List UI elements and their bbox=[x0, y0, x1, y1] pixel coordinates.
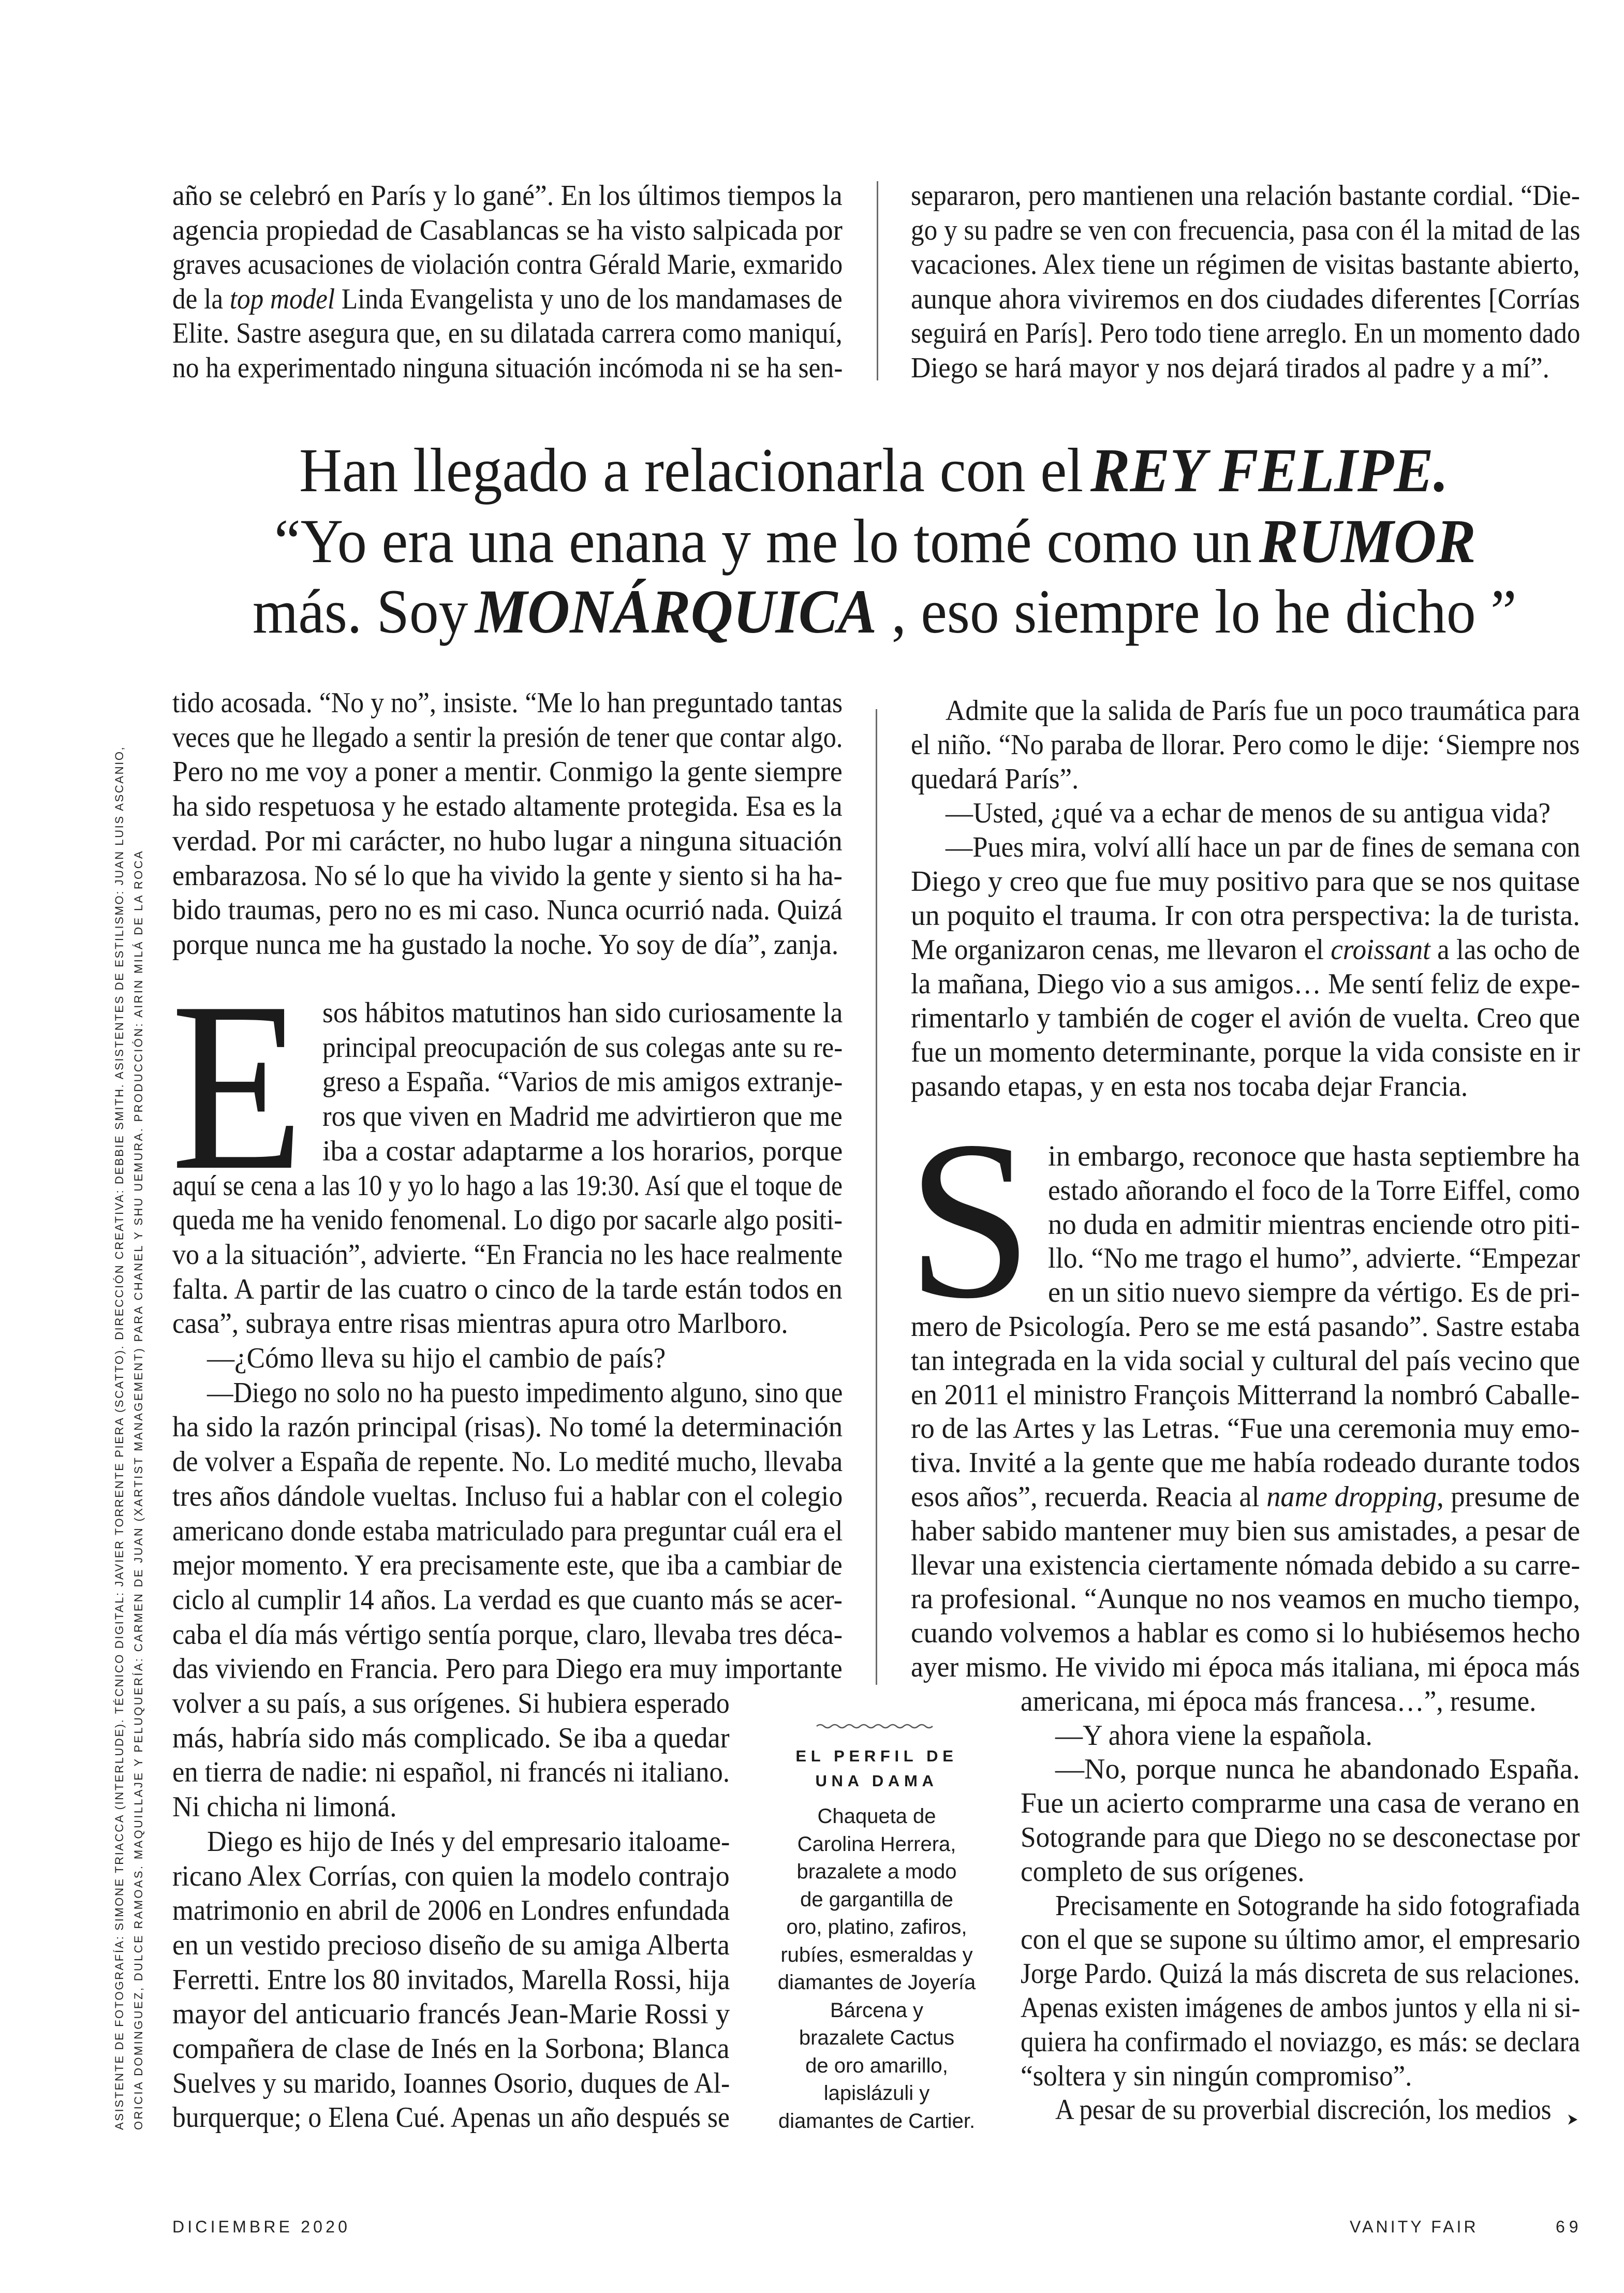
article-line bbox=[1021, 1855, 1580, 1889]
footer-date-wrap bbox=[172, 2218, 350, 2235]
text-run: ro de las Artes y las Letras. “Fue una ceremonia muy emo- bbox=[911, 1413, 1580, 1445]
article-line bbox=[1021, 1922, 1580, 1957]
text-run: —Y ahora viene la española. bbox=[1055, 1719, 1372, 1752]
text-run: llevar una existencia ciertamente nómada debido a su carre- bbox=[911, 1549, 1581, 1581]
article-line bbox=[207, 1825, 730, 1859]
text-run: ayer mismo. He vivido mi época más italiana, mi época más bbox=[911, 1651, 1580, 1683]
drop-cap-e: E bbox=[171, 952, 304, 1221]
text-run: caba el día más vértigo sentía porque, claro, llevaba tres déca- bbox=[172, 1618, 843, 1651]
caption-line: rubíes, esmeraldas y bbox=[780, 1943, 973, 1966]
article-line bbox=[172, 1893, 730, 1928]
article-line bbox=[911, 1650, 1580, 1684]
text-run: Precisamente en Sotogrande ha sido fotografiada bbox=[1055, 1889, 1581, 1922]
article-line bbox=[172, 1790, 730, 1824]
text-run: volver a su país, a sus orígenes. Si hubiera esperado bbox=[172, 1687, 730, 1719]
article-line bbox=[911, 213, 1580, 247]
text-run: veces que he llegado a sentir la presión de tener que contar algo. bbox=[172, 721, 843, 754]
article-line bbox=[911, 1548, 1580, 1582]
article-line bbox=[1048, 1139, 1580, 1173]
article-line bbox=[911, 351, 1580, 385]
text-run: aquí se cena a las 10 y yo lo hago a las 19:30. Así que el toque de bbox=[172, 1169, 843, 1202]
article-line bbox=[172, 1721, 730, 1755]
article-line bbox=[911, 1616, 1580, 1650]
caption-title: UNA DAMA bbox=[815, 1772, 938, 1790]
emphasis-run: RUMOR bbox=[1259, 507, 1476, 576]
footer-magazine-wrap bbox=[1350, 2218, 1479, 2235]
page-number: 69 bbox=[1556, 2217, 1583, 2236]
text-run: tido acosada. “No y no”, insiste. “Me lo han preguntado tantas bbox=[172, 687, 843, 719]
article-line bbox=[911, 728, 1580, 762]
article-line bbox=[172, 859, 843, 893]
article-line bbox=[172, 1238, 843, 1272]
article-line bbox=[1055, 1718, 1580, 1753]
text-run: , eso siempre lo he dicho ” bbox=[877, 577, 1517, 646]
article-line bbox=[172, 1963, 730, 1997]
caption-line: brazalete Cactus bbox=[799, 2026, 955, 2049]
text-run: Diego se hará mayor y nos dejará tirados al padre y a mí”. bbox=[911, 352, 1549, 384]
text-run: verdad. Por mi carácter, no hubo lugar a ninguna situación bbox=[172, 825, 843, 857]
article-line bbox=[172, 282, 843, 316]
article-line bbox=[1048, 1208, 1580, 1242]
text-run: a las ocho de bbox=[1430, 934, 1580, 966]
caption-line: diamantes de Cartier. bbox=[778, 2109, 976, 2133]
article-line bbox=[911, 762, 1580, 796]
text-run: ra profesional. “Aunque no nos veamos en mucho tiempo, bbox=[911, 1583, 1581, 1615]
article-line bbox=[1021, 2059, 1580, 2093]
article-line bbox=[911, 1446, 1580, 1480]
text-run: agencia propiedad de Casablancas se ha visto salpicada por bbox=[172, 214, 843, 246]
text-run: mejor momento. Y era precisamente este, que iba a cambiar de bbox=[172, 1549, 843, 1582]
text-run: ros que viven en Madrid me advirtieron que me bbox=[322, 1100, 843, 1133]
article-line bbox=[1021, 1820, 1580, 1855]
text-run: falta. A partir de las cuatro o cinco de la tarde están todos en bbox=[172, 1273, 843, 1305]
text-run: Ferretti. Entre los 80 invitados, Marella Rossi, hija bbox=[172, 1963, 730, 1996]
text-run: das viviendo en Francia. Pero para Diego era muy importante bbox=[172, 1653, 843, 1685]
article-line bbox=[172, 789, 843, 824]
text-run: tiva. Invité a la gente que me había rodeado durante todos bbox=[911, 1447, 1581, 1479]
article-line bbox=[322, 1134, 843, 1168]
text-run: en un vestido precioso diseño de su amiga Alberta bbox=[172, 1929, 730, 1961]
article-line bbox=[172, 1514, 843, 1548]
text-run: Diego es hijo de Inés y del empresario italoame- bbox=[207, 1825, 730, 1858]
article-line bbox=[172, 1583, 843, 1617]
text-run: aunque ahora viviremos en dos ciudades diferentes [Corrías bbox=[911, 283, 1580, 315]
wavy-rule-icon bbox=[816, 1723, 935, 1730]
text-run: cuando volvemos a hablar es como si lo hubiésemos hecho bbox=[911, 1617, 1581, 1650]
text-run: greso a España. “Varios de mis amigos extranje- bbox=[322, 1066, 843, 1098]
article-line bbox=[172, 1859, 730, 1893]
article-line bbox=[172, 755, 843, 789]
article-line bbox=[172, 247, 843, 282]
article-line bbox=[172, 1548, 843, 1582]
article-line bbox=[911, 933, 1580, 967]
text-run: americano donde estaba matriculado para preguntar cuál era el bbox=[172, 1515, 843, 1547]
caption-title: EL PERFIL DE bbox=[795, 1747, 958, 1765]
italic-run: name dropping bbox=[1266, 1481, 1437, 1513]
text-run: Suelves y su marido, Ioannes Osorio, duques de Al- bbox=[172, 2067, 730, 2099]
column-divider-lower bbox=[876, 709, 877, 1685]
article-line bbox=[172, 1652, 843, 1686]
text-run: ciclo al cumplir 14 años. La verdad es que cuanto más se acer- bbox=[172, 1583, 843, 1616]
text-run: casa”, subraya entre risas mientras apura otro Marlboro. bbox=[172, 1307, 788, 1340]
article-line bbox=[322, 996, 843, 1030]
article-line bbox=[172, 1928, 730, 1962]
article-line bbox=[1021, 1991, 1580, 2025]
article-line bbox=[172, 1272, 843, 1306]
article-line bbox=[322, 1065, 843, 1099]
text-run: sos hábitos matutinos han sido curiosamente la bbox=[322, 997, 843, 1029]
text-run: vo a la situación”, advierte. “En Francia no les hace realmente bbox=[172, 1238, 843, 1271]
caption-line: diamantes de Joyería bbox=[777, 1971, 976, 1994]
emphasis-run: MONÁRQUICA bbox=[475, 577, 877, 646]
credits-line: ASISTENTE DE FOTOGRAFÍA: SIMONE TRIACCA (INTERLUDE). TÉCNICO DIGITAL: JAVIER TORRENTE PIERA (SCATTO). DIRECCIÓN CREATIVA: DEBBIE SMITH. ASISTENTES DE ESTILISMO: JUAN LUIS ASCANIO, bbox=[113, 745, 126, 2130]
credits-line: ORICIA DOMINGUEZ, DULCE RAMOAS. MAQUILLAJE Y PELUQUERÍA: CARMEN DE JUAN (XARTIST MANAGEMENT) PARA CHANEL Y SHU UEMURA. PRODUCCIÓN: AIRIN MILÁ DE LA ROCA bbox=[132, 849, 145, 2130]
text-run: de la bbox=[172, 283, 230, 315]
pull-quote-line bbox=[299, 436, 1510, 505]
article-line bbox=[911, 1412, 1580, 1446]
text-run: estado añorando el foco de la Torre Eiffel, como bbox=[1048, 1174, 1580, 1207]
article-line bbox=[322, 1031, 843, 1065]
text-run: graves acusaciones de violación contra Gérald Marie, exmarido bbox=[172, 248, 843, 281]
article-line bbox=[1055, 1752, 1580, 1786]
article-line bbox=[911, 282, 1580, 316]
italic-run: top model bbox=[229, 283, 335, 315]
text-run: la mañana, Diego vio a sus amigos… Me sentí feliz de expe- bbox=[911, 968, 1581, 1000]
article-line bbox=[911, 1035, 1580, 1069]
article-line bbox=[1048, 1173, 1580, 1208]
article-line bbox=[172, 1997, 730, 2031]
text-run: burquerque; o Elena Cué. Apenas un año después se bbox=[172, 2101, 730, 2134]
article-line bbox=[207, 1341, 843, 1375]
article-line bbox=[1055, 2093, 1552, 2127]
text-run: A pesar de su proverbial discreción, los medios bbox=[1055, 2094, 1552, 2126]
text-run: in embargo, reconoce que hasta septiembre ha bbox=[1048, 1140, 1580, 1172]
text-run: quiera ha confirmado el noviazgo, es más: se declara bbox=[1021, 2025, 1581, 2058]
article-line bbox=[911, 1344, 1580, 1378]
text-run: Fue un acierto comprarme una casa de verano en bbox=[1021, 1787, 1580, 1820]
text-run: Han llegado a relacionarla con el bbox=[299, 436, 1084, 505]
article-line bbox=[911, 1582, 1580, 1616]
text-run: mero de Psicología. Pero se me está pasando”. Sastre estaba bbox=[911, 1311, 1581, 1343]
text-run: go y su padre se ven con frecuencia, pasa con él la mitad de las bbox=[911, 214, 1581, 246]
text-run: vacaciones. Alex tiene un régimen de visitas bastante abierto, bbox=[911, 248, 1580, 281]
text-run: no ha experimentado ninguna situación incómoda ni se ha sen- bbox=[172, 352, 843, 384]
caption-line: brazalete a modo bbox=[796, 1860, 957, 1883]
drop-cap-s: S bbox=[907, 1094, 1033, 1345]
article-line bbox=[1048, 1241, 1580, 1275]
text-run: haber sabido mantener muy bien sus amistades, a pesar de bbox=[911, 1515, 1581, 1547]
text-run: en 2011 el ministro François Mitterrand la nombró Caballe- bbox=[911, 1378, 1580, 1411]
article-line bbox=[911, 1001, 1580, 1035]
text-run: principal preocupación de sus colegas ante su re- bbox=[322, 1031, 843, 1064]
caption-line: oro, platino, zafiros, bbox=[786, 1916, 967, 1938]
text-run: Apenas existen imágenes de ambos juntos y ella ni si- bbox=[1021, 1992, 1581, 2024]
article-line bbox=[946, 796, 1580, 830]
article-line bbox=[172, 2100, 730, 2135]
article-line bbox=[172, 2066, 730, 2100]
article-line bbox=[172, 824, 843, 858]
text-run: Linda Evangelista y uno de los mandamases de bbox=[335, 283, 843, 315]
text-run: iba a costar adaptarme a los horarios, porque bbox=[322, 1135, 843, 1167]
article-line bbox=[946, 830, 1580, 864]
pull-quote-line bbox=[253, 577, 1599, 646]
article-line bbox=[911, 899, 1580, 933]
text-run: matrimonio en abril de 2006 en Londres enfundada bbox=[172, 1894, 730, 1927]
text-run: completo de sus orígenes. bbox=[1021, 1855, 1305, 1888]
article-line bbox=[911, 864, 1580, 899]
text-run: en un sitio nuevo siempre da vértigo. Es de pri- bbox=[1048, 1276, 1580, 1309]
text-run: más, habría sido más complicado. Se iba a quedar bbox=[172, 1722, 730, 1754]
article-line bbox=[172, 1686, 730, 1721]
caption-line: Carolina Herrera, bbox=[797, 1832, 956, 1856]
article-line bbox=[172, 351, 843, 385]
article-line bbox=[322, 1099, 843, 1134]
text-run: Me organizaron cenas, me llevaron el bbox=[911, 934, 1331, 966]
article-line bbox=[172, 1410, 843, 1444]
article-line bbox=[946, 694, 1580, 728]
article-line bbox=[911, 1378, 1580, 1412]
text-run: ricano Alex Corrías, con quien la modelo contrajo bbox=[172, 1860, 730, 1892]
article-line bbox=[1021, 1957, 1580, 1991]
article-line bbox=[172, 1479, 843, 1513]
caption-line: Bárcena y bbox=[830, 1998, 924, 2022]
text-run: bido traumas, pero no es mi caso. Nunca ocurrió nada. Quizá bbox=[172, 894, 843, 927]
text-run: Jorge Pardo. Quizá la más discreta de sus relaciones. bbox=[1021, 1958, 1580, 1990]
text-run: ha sido la razón principal (risas). No tomé la determinación bbox=[172, 1411, 843, 1444]
article-line bbox=[911, 316, 1580, 350]
article-line bbox=[1048, 1275, 1580, 1310]
article-line bbox=[172, 686, 843, 720]
end-arrow-icon bbox=[1566, 2113, 1579, 2126]
text-run: —No, porque nunca he abandonado España. bbox=[1055, 1753, 1580, 1786]
text-run: llo. “No me trago el humo”, advierte. “Empezar bbox=[1048, 1242, 1580, 1275]
article-line bbox=[207, 1376, 843, 1410]
article-line bbox=[911, 1514, 1580, 1548]
text-run: pasando etapas, y en esta nos tocaba dejar Francia. bbox=[911, 1070, 1468, 1103]
text-run: separaron, pero mantienen una relación bastante cordial. “Die- bbox=[911, 180, 1580, 212]
footer-page-wrap bbox=[1556, 2218, 1583, 2235]
article-line bbox=[172, 1618, 843, 1652]
footer-magazine: VANITY FAIR bbox=[1350, 2217, 1479, 2236]
text-run: un poquito el trauma. Ir con otra perspectiva: la de turista. bbox=[911, 900, 1581, 932]
article-line bbox=[1021, 1786, 1580, 1820]
text-run: Admite que la salida de París fue un poco traumática para bbox=[946, 695, 1580, 727]
article-line bbox=[172, 893, 843, 927]
article-line bbox=[911, 247, 1580, 282]
article-line bbox=[1055, 1889, 1580, 1923]
text-run: más. Soy bbox=[253, 577, 468, 646]
article-line bbox=[911, 1480, 1580, 1514]
article-line bbox=[172, 179, 843, 213]
pull-quote-line bbox=[274, 507, 1547, 576]
text-run: tan integrada en la vida social y cultural del país vecino que bbox=[911, 1344, 1580, 1377]
text-run: —Usted, ¿qué va a echar de menos de su antigua vida? bbox=[946, 797, 1551, 829]
article-line bbox=[172, 316, 843, 350]
text-run: compañera de clase de Inés en la Sorbona; Blanca bbox=[172, 2033, 730, 2065]
text-run: rimentarlo y también de coger el avión de vuelta. Creo que bbox=[911, 1002, 1581, 1034]
text-run: embarazosa. No sé lo que ha vivido la gente y siento si ha ha- bbox=[172, 859, 843, 892]
article-line bbox=[172, 1445, 843, 1479]
caption-line: de oro amarillo, bbox=[805, 2054, 948, 2077]
article-line bbox=[172, 721, 843, 755]
caption-line: Chaqueta de bbox=[817, 1805, 936, 1828]
text-run: quedará París”. bbox=[911, 763, 1079, 795]
article-line bbox=[172, 1306, 843, 1341]
caption-line: de gargantilla de bbox=[800, 1888, 953, 1911]
text-run: “soltera y sin ningún compromiso”. bbox=[1021, 2060, 1412, 2092]
text-run: americana, mi época más francesa…”, resume. bbox=[1021, 1685, 1537, 1717]
text-run: , presume de bbox=[1437, 1481, 1580, 1513]
text-run: Sotogrande para que Diego no se desconectase por bbox=[1021, 1821, 1580, 1854]
article-line bbox=[172, 2032, 730, 2066]
article-line bbox=[911, 179, 1580, 213]
text-run: Diego y creo que fue muy positivo para que se nos quitase bbox=[911, 865, 1580, 898]
article-line bbox=[1021, 2025, 1580, 2059]
text-run: Pero no me voy a poner a mentir. Conmigo la gente siempre bbox=[172, 756, 843, 788]
footer-date: DICIEMBRE 2020 bbox=[172, 2217, 351, 2236]
text-run: —Pues mira, volví allí hace un par de fines de semana con bbox=[946, 831, 1581, 863]
italic-run: croissant bbox=[1331, 934, 1430, 966]
text-run: el niño. “No paraba de llorar. Pero como le dije: ‘Siempre nos bbox=[911, 729, 1580, 761]
text-run: tres años dándole vueltas. Incluso fui a hablar con el colegio bbox=[172, 1480, 843, 1512]
emphasis-run: REY FELIPE. bbox=[1090, 436, 1449, 505]
caption-line: lapislázuli y bbox=[823, 2082, 930, 2105]
text-run: “Yo era una enana y me lo tomé como un bbox=[274, 507, 1252, 576]
text-run: Elite. Sastre asegura que, en su dilatada carrera como maniquí, bbox=[172, 317, 843, 350]
text-run: seguirá en París]. Pero todo tiene arreglo. En un momento dado bbox=[911, 317, 1581, 350]
text-run: esos años”, recuerda. Reacia al bbox=[911, 1481, 1267, 1513]
text-run: Ni chicha ni limoná. bbox=[172, 1791, 397, 1824]
article-line bbox=[911, 967, 1580, 1001]
text-run: porque nunca me ha gustado la noche. Yo soy de día”, zanja. bbox=[172, 928, 839, 961]
text-run: con el que se supone su último amor, el empresario bbox=[1021, 1923, 1581, 1956]
text-run: —Diego no solo no ha puesto impedimento alguno, sino que bbox=[207, 1376, 843, 1409]
text-run: no duda en admitir mientras enciende otro piti- bbox=[1048, 1208, 1580, 1241]
text-run: ha sido respetuosa y he estado altamente protegida. Esa es la bbox=[172, 790, 843, 823]
text-run: fue un momento determinante, porque la vida consiste en ir bbox=[911, 1036, 1581, 1068]
text-run: mayor del anticuario francés Jean-Marie Rossi y bbox=[172, 1998, 730, 2031]
text-run: —¿Cómo lleva su hijo el cambio de país? bbox=[207, 1342, 666, 1374]
text-run: queda me ha venido fenomenal. Lo digo por sacarle algo positi- bbox=[172, 1204, 843, 1237]
article-line bbox=[172, 213, 843, 247]
text-run: de volver a España de repente. No. Lo medité mucho, llevaba bbox=[172, 1446, 843, 1478]
text-run: en tierra de nadie: ni español, ni francés ni italiano. bbox=[172, 1756, 730, 1789]
article-line bbox=[1021, 1684, 1580, 1718]
column-divider-top bbox=[877, 181, 878, 380]
article-line bbox=[172, 1755, 730, 1789]
photo-credits bbox=[110, 732, 148, 2130]
text-run: año se celebró en París y lo gané”. En los últimos tiempos la bbox=[172, 180, 843, 212]
